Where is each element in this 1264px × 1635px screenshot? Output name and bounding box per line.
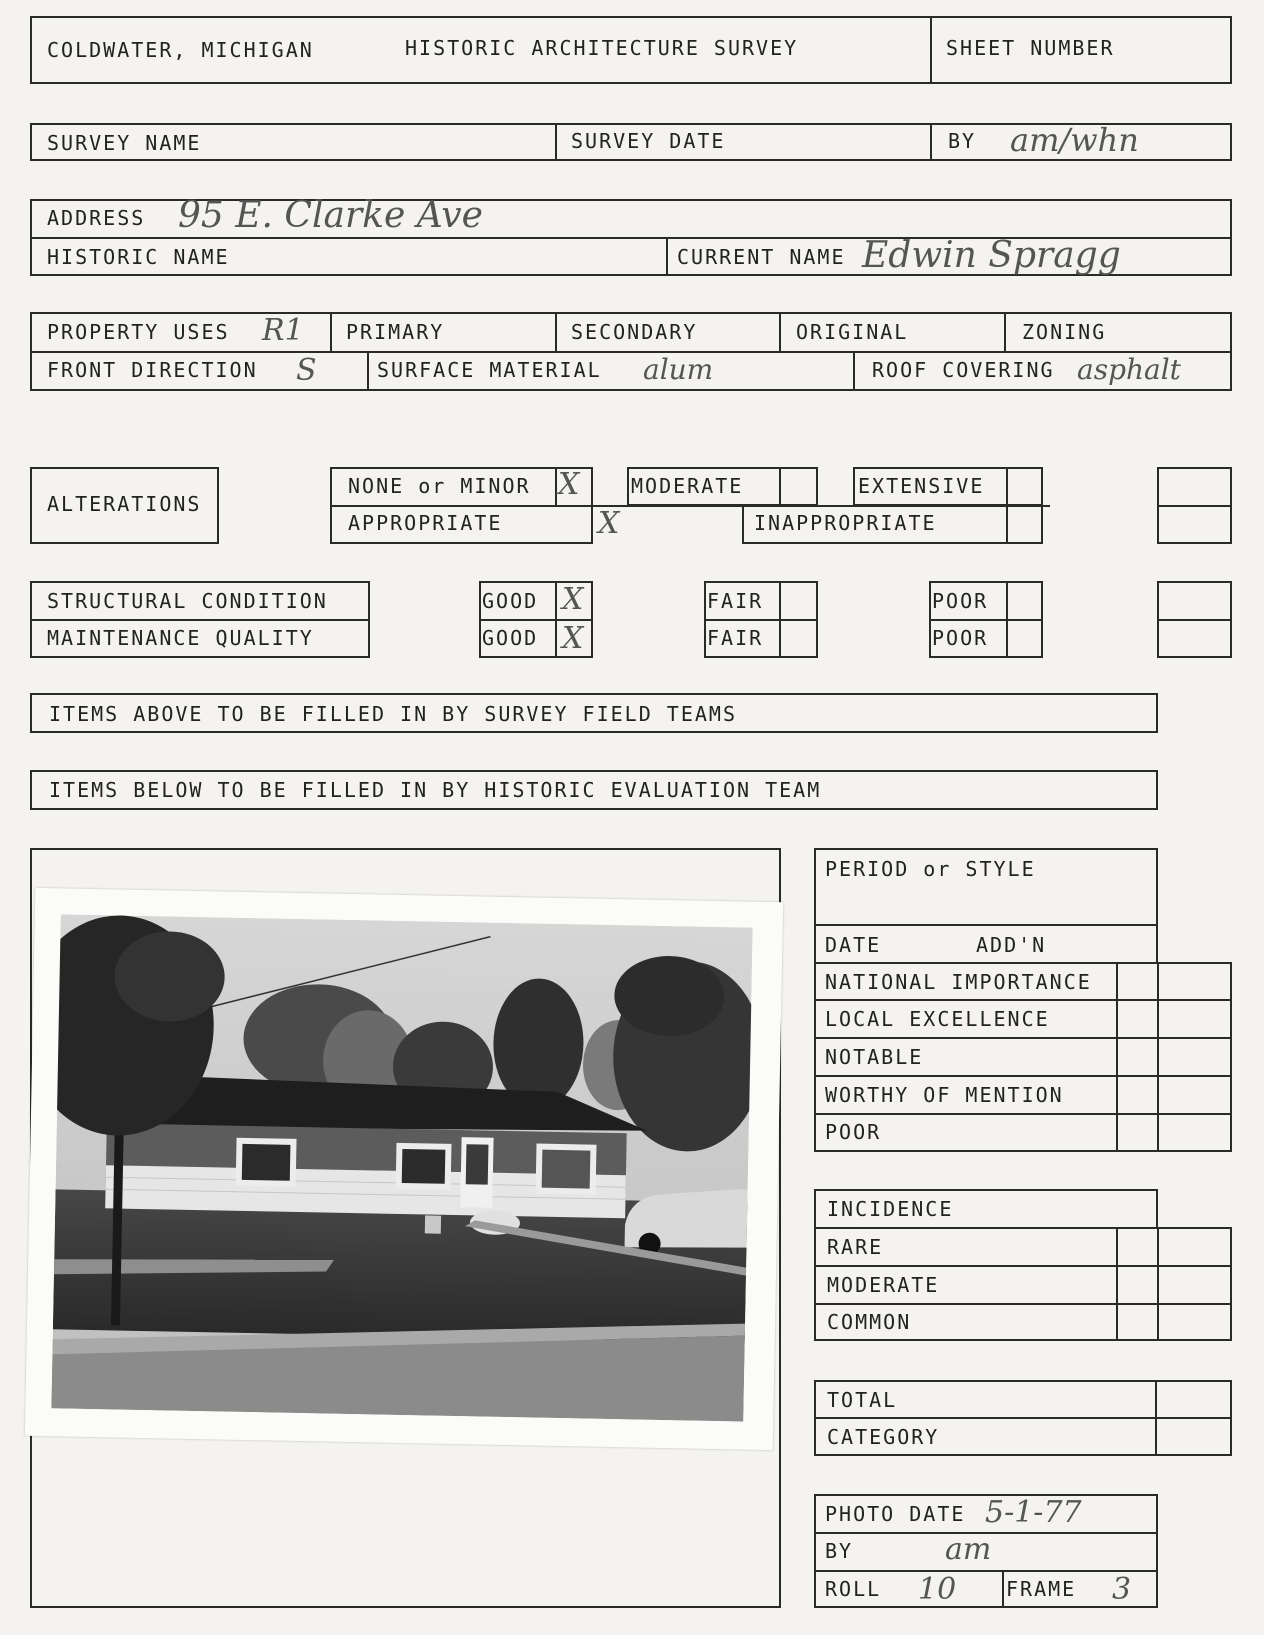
appropriate-label: APPROPRIATE bbox=[348, 511, 503, 535]
primary-label: PRIMARY bbox=[346, 320, 445, 344]
photo-date-label: PHOTO DATE bbox=[825, 1502, 966, 1526]
maintenance-quality-label: MAINTENANCE QUALITY bbox=[47, 626, 314, 650]
surface-material-label: SURFACE MATERIAL bbox=[377, 358, 602, 382]
survey-by-label: BY bbox=[948, 129, 977, 153]
incidence-row-rare: RARE bbox=[827, 1235, 884, 1259]
photo-date-value: 5-1-77 bbox=[985, 1495, 1082, 1530]
moderate-label: MODERATE bbox=[631, 474, 744, 498]
none-or-minor-mark: X bbox=[558, 467, 580, 502]
photo-card bbox=[25, 888, 783, 1450]
importance-row-notable: NOTABLE bbox=[825, 1045, 924, 1069]
front-direction-value: S bbox=[296, 353, 317, 388]
survey-name-label: SURVEY NAME bbox=[47, 131, 202, 155]
incidence-row-moderate: MODERATE bbox=[827, 1273, 940, 1297]
surface-material-value: alum bbox=[643, 353, 714, 386]
importance-score-column bbox=[1116, 962, 1232, 1152]
importance-row-national: NATIONAL IMPORTANCE bbox=[825, 970, 1092, 994]
survey-date-label: SURVEY DATE bbox=[571, 129, 726, 153]
structural-good-mark: X bbox=[562, 582, 584, 617]
city-label: COLDWATER, MICHIGAN bbox=[47, 38, 314, 62]
incidence-label: INCIDENCE bbox=[827, 1197, 954, 1221]
historic-name-label: HISTORIC NAME bbox=[47, 245, 230, 269]
addn-label: ADD'N bbox=[976, 933, 1047, 957]
secondary-label: SECONDARY bbox=[571, 320, 698, 344]
note-above: ITEMS ABOVE TO BE FILLED IN BY SURVEY FIELD TEAMS bbox=[49, 702, 738, 726]
photo-by-value: am bbox=[945, 1532, 992, 1567]
zoning-label: ZONING bbox=[1022, 320, 1107, 344]
frame-value: 3 bbox=[1112, 1572, 1132, 1607]
photo-by-label: BY bbox=[825, 1539, 854, 1563]
survey-by-value: am/whn bbox=[1010, 121, 1139, 159]
inappropriate-label: INAPPROPRIATE bbox=[754, 511, 937, 535]
category-label: CATEGORY bbox=[827, 1425, 940, 1449]
none-or-minor-label: NONE or MINOR bbox=[348, 474, 531, 498]
maintenance-poor-label: POOR bbox=[932, 626, 989, 650]
property-uses-value: R1 bbox=[262, 313, 304, 348]
note-below: ITEMS BELOW TO BE FILLED IN BY HISTORIC EVALUATION TEAM bbox=[49, 778, 822, 802]
house-photo bbox=[51, 914, 752, 1421]
property-uses-label: PROPERTY USES bbox=[47, 320, 230, 344]
structural-good-label: GOOD bbox=[482, 589, 539, 613]
structural-condition-label: STRUCTURAL CONDITION bbox=[47, 589, 328, 613]
appropriate-mark: X bbox=[598, 506, 620, 541]
alterations-label: ALTERATIONS bbox=[47, 492, 202, 516]
frame-label: FRAME bbox=[1006, 1577, 1077, 1601]
importance-row-worthy: WORTHY OF MENTION bbox=[825, 1083, 1064, 1107]
current-name-label: CURRENT NAME bbox=[677, 245, 846, 269]
maintenance-fair-label: FAIR bbox=[707, 626, 764, 650]
maintenance-good-mark: X bbox=[562, 621, 584, 656]
roof-covering-value: asphalt bbox=[1077, 353, 1181, 386]
period-style-label: PERIOD or STYLE bbox=[825, 857, 1036, 881]
address-label: ADDRESS bbox=[47, 206, 146, 230]
importance-row-poor: POOR bbox=[825, 1120, 882, 1144]
roll-value: 10 bbox=[918, 1572, 957, 1607]
structural-fair-label: FAIR bbox=[707, 589, 764, 613]
roof-covering-label: ROOF COVERING bbox=[872, 358, 1055, 382]
roll-label: ROLL bbox=[825, 1577, 882, 1601]
front-direction-label: FRONT DIRECTION bbox=[47, 358, 258, 382]
incidence-score-column bbox=[1116, 1227, 1232, 1341]
incidence-row-common: COMMON bbox=[827, 1310, 912, 1334]
current-name-value: Edwin Spragg bbox=[862, 235, 1121, 276]
address-value: 95 E. Clarke Ave bbox=[178, 195, 483, 236]
date-label: DATE bbox=[825, 933, 882, 957]
total-label: TOTAL bbox=[827, 1388, 898, 1412]
original-label: ORIGINAL bbox=[796, 320, 909, 344]
extensive-label: EXTENSIVE bbox=[858, 474, 985, 498]
importance-row-local: LOCAL EXCELLENCE bbox=[825, 1007, 1050, 1031]
maintenance-good-label: GOOD bbox=[482, 626, 539, 650]
survey-title: HISTORIC ARCHITECTURE SURVEY bbox=[405, 36, 799, 60]
structural-poor-label: POOR bbox=[932, 589, 989, 613]
sheet-number-label: SHEET NUMBER bbox=[946, 36, 1115, 60]
